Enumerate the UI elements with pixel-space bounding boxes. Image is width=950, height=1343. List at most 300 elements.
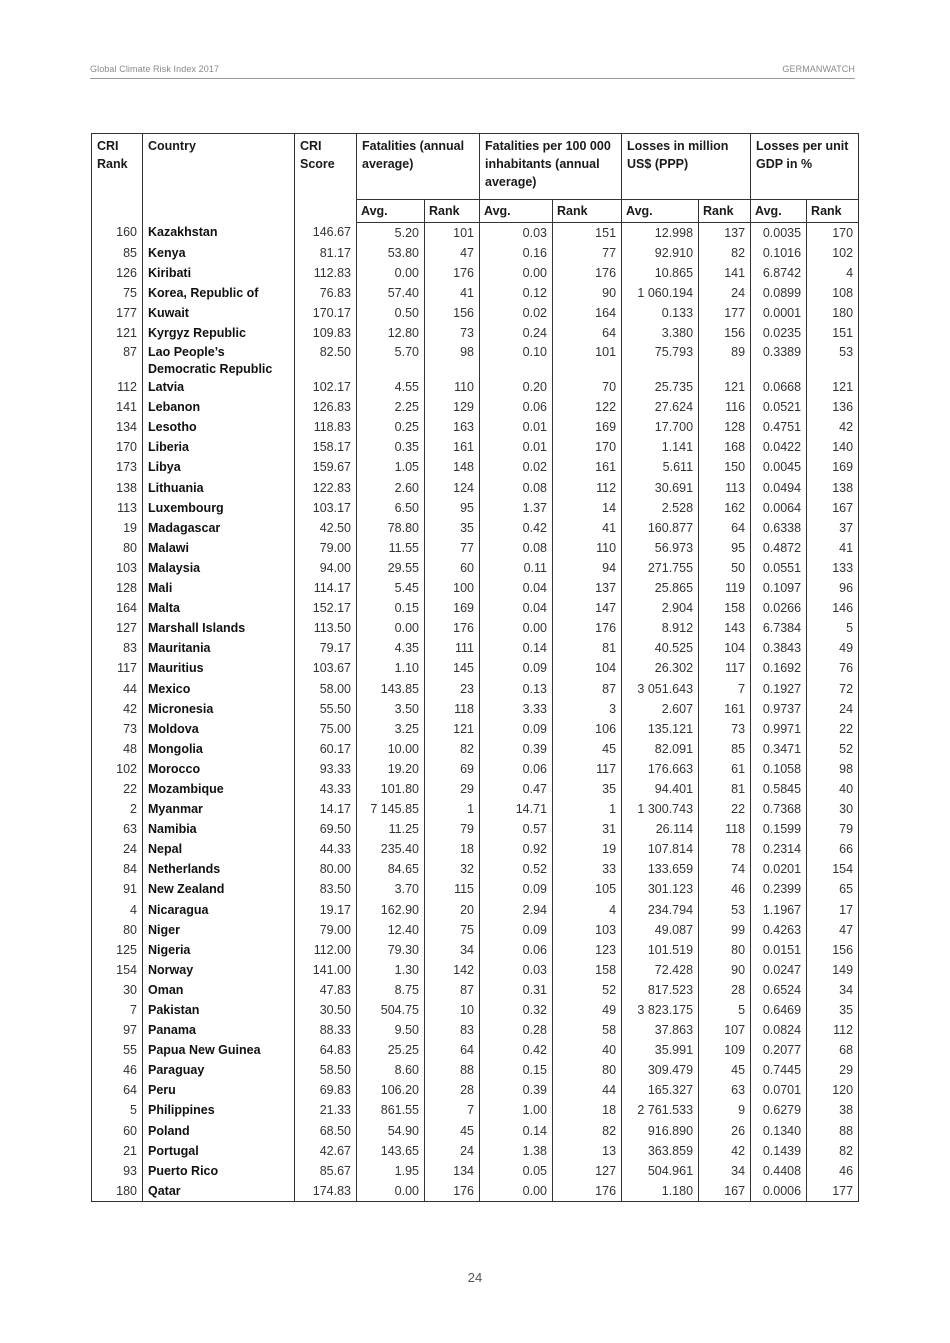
fatalities-rank-cell: 87 <box>425 980 480 1000</box>
cri-rank-cell: 5 <box>92 1101 143 1121</box>
fatalities-per-100000-avg-cell: 0.01 <box>480 438 553 458</box>
fatalities-rank-cell: 1 <box>425 800 480 820</box>
fatalities-rank-cell: 145 <box>425 659 480 679</box>
losses-gdp-avg-cell: 0.0551 <box>751 558 807 578</box>
losses-rank-cell: 5 <box>699 1000 751 1020</box>
cri-rank-cell: 80 <box>92 920 143 940</box>
cri-score-cell: 79.17 <box>295 639 357 659</box>
table-row <box>92 1081 859 1101</box>
fatalities-avg-cell: 143.65 <box>357 1141 425 1161</box>
fatalities-per-100000-rank-cell: 103 <box>553 920 622 940</box>
losses-avg-cell: 1 060.194 <box>622 283 699 303</box>
fatalities-per-100000-avg-cell: 0.03 <box>480 960 553 980</box>
fatalities-avg-cell: 0.00 <box>357 1181 425 1202</box>
losses-rank-cell: 89 <box>699 344 751 378</box>
cri-rank-cell: 60 <box>92 1121 143 1141</box>
losses-rank-cell: 22 <box>699 800 751 820</box>
fatalities-rank-cell: 69 <box>425 759 480 779</box>
losses-gdp-avg-cell: 0.1340 <box>751 1121 807 1141</box>
fatalities-per-100000-avg-cell: 0.09 <box>480 880 553 900</box>
table-row <box>92 243 859 263</box>
cri-rank-cell: 102 <box>92 759 143 779</box>
table-row <box>92 344 859 378</box>
fatalities-per-100000-avg-cell: 0.92 <box>480 840 553 860</box>
cri-score-cell: 94.00 <box>295 558 357 578</box>
fatalities-avg-cell: 8.60 <box>357 1061 425 1081</box>
fatalities-per-100000-rank-cell: 82 <box>553 1121 622 1141</box>
fatalities-per-100000-avg-cell: 0.02 <box>480 458 553 478</box>
cri-score-cell: 80.00 <box>295 860 357 880</box>
losses-gdp-avg-cell: 0.0266 <box>751 599 807 619</box>
country-cell: Marshall Islands <box>143 619 295 639</box>
cri-rank-cell: 21 <box>92 1141 143 1161</box>
cri-rank-cell: 160 <box>92 223 143 244</box>
fatalities-per-100000-rank-cell: 81 <box>553 639 622 659</box>
fatalities-rank-cell: 24 <box>425 1141 480 1161</box>
losses-gdp-avg-cell: 0.6338 <box>751 518 807 538</box>
losses-rank-cell: 107 <box>699 1021 751 1041</box>
fatalities-rank-cell: 129 <box>425 398 480 418</box>
losses-rank-cell: 53 <box>699 900 751 920</box>
country-cell: Papua New Guinea <box>143 1041 295 1061</box>
fatalities-rank-cell: 176 <box>425 619 480 639</box>
fatalities-avg-cell: 1.30 <box>357 960 425 980</box>
losses-avg-cell: 37.863 <box>622 1021 699 1041</box>
cri-rank-cell: 117 <box>92 659 143 679</box>
table-row <box>92 1061 859 1081</box>
fatalities-per-100000-avg-cell: 0.02 <box>480 303 553 323</box>
losses-gdp-rank-cell: 30 <box>807 800 859 820</box>
losses-gdp-rank-cell: 149 <box>807 960 859 980</box>
fatalities-per-100000-rank-cell: 49 <box>553 1000 622 1020</box>
losses-gdp-avg-cell: 0.3471 <box>751 739 807 759</box>
fatalities-avg-cell: 162.90 <box>357 900 425 920</box>
fatalities-rank-cell: 20 <box>425 900 480 920</box>
cri-score-cell: 19.17 <box>295 900 357 920</box>
losses-gdp-avg-cell: 0.5845 <box>751 779 807 799</box>
cri-rank-cell: 113 <box>92 498 143 518</box>
losses-avg-cell: 3.380 <box>622 323 699 343</box>
cri-rank-cell: 164 <box>92 599 143 619</box>
fatalities-rank-cell: 41 <box>425 283 480 303</box>
country-cell: Qatar <box>143 1181 295 1202</box>
fatalities-avg-cell: 29.55 <box>357 558 425 578</box>
country-cell: Namibia <box>143 820 295 840</box>
fatalities-avg-cell: 3.50 <box>357 699 425 719</box>
header-cri-score: CRI Score <box>295 134 357 223</box>
losses-gdp-rank-cell: 136 <box>807 398 859 418</box>
losses-avg-cell: 17.700 <box>622 418 699 438</box>
losses-gdp-avg-cell: 0.1927 <box>751 679 807 699</box>
losses-avg-cell: 135.121 <box>622 719 699 739</box>
fatalities-per-100000-rank-cell: 151 <box>553 223 622 244</box>
country-cell: Luxembourg <box>143 498 295 518</box>
losses-avg-cell: 309.479 <box>622 1061 699 1081</box>
losses-gdp-rank-cell: 96 <box>807 579 859 599</box>
fatalities-per-100000-avg-cell: 0.09 <box>480 719 553 739</box>
cri-rank-cell: 2 <box>92 800 143 820</box>
fatalities-rank-cell: 98 <box>425 344 480 378</box>
cri-rank-cell: 73 <box>92 719 143 739</box>
country-cell: Paraguay <box>143 1061 295 1081</box>
fatalities-avg-cell: 235.40 <box>357 840 425 860</box>
subheader-rank: Rank <box>699 200 751 223</box>
fatalities-per-100000-avg-cell: 0.09 <box>480 659 553 679</box>
losses-rank-cell: 42 <box>699 1141 751 1161</box>
losses-rank-cell: 82 <box>699 243 751 263</box>
losses-rank-cell: 143 <box>699 619 751 639</box>
fatalities-rank-cell: 10 <box>425 1000 480 1020</box>
country-cell: Mongolia <box>143 739 295 759</box>
cri-rank-cell: 112 <box>92 378 143 398</box>
country-cell: Korea, Republic of <box>143 283 295 303</box>
fatalities-per-100000-avg-cell: 0.06 <box>480 940 553 960</box>
cri-rank-cell: 4 <box>92 900 143 920</box>
fatalities-per-100000-avg-cell: 0.13 <box>480 679 553 699</box>
fatalities-per-100000-rank-cell: 33 <box>553 860 622 880</box>
table-row <box>92 800 859 820</box>
cri-score-cell: 47.83 <box>295 980 357 1000</box>
losses-rank-cell: 141 <box>699 263 751 283</box>
fatalities-avg-cell: 0.35 <box>357 438 425 458</box>
fatalities-per-100000-avg-cell: 0.24 <box>480 323 553 343</box>
country-cell: Malawi <box>143 538 295 558</box>
losses-avg-cell: 234.794 <box>622 900 699 920</box>
country-cell: Portugal <box>143 1141 295 1161</box>
losses-gdp-avg-cell: 0.1692 <box>751 659 807 679</box>
table-row <box>92 398 859 418</box>
fatalities-avg-cell: 0.50 <box>357 303 425 323</box>
fatalities-avg-cell: 78.80 <box>357 518 425 538</box>
country-cell: Lithuania <box>143 478 295 498</box>
losses-gdp-avg-cell: 0.7445 <box>751 1061 807 1081</box>
losses-avg-cell: 27.624 <box>622 398 699 418</box>
losses-rank-cell: 78 <box>699 840 751 860</box>
fatalities-avg-cell: 5.20 <box>357 223 425 244</box>
fatalities-per-100000-avg-cell: 0.00 <box>480 619 553 639</box>
losses-avg-cell: 26.114 <box>622 820 699 840</box>
fatalities-avg-cell: 5.70 <box>357 344 425 378</box>
cri-rank-cell: 173 <box>92 458 143 478</box>
losses-avg-cell: 107.814 <box>622 840 699 860</box>
cri-score-cell: 82.50 <box>295 344 357 378</box>
table-row <box>92 1161 859 1181</box>
losses-rank-cell: 168 <box>699 438 751 458</box>
losses-rank-cell: 177 <box>699 303 751 323</box>
table-row <box>92 679 859 699</box>
losses-gdp-avg-cell: 0.6469 <box>751 1000 807 1020</box>
country-cell: Netherlands <box>143 860 295 880</box>
losses-gdp-rank-cell: 22 <box>807 719 859 739</box>
cri-score-cell: 102.17 <box>295 378 357 398</box>
fatalities-per-100000-avg-cell: 0.10 <box>480 344 553 378</box>
cri-rank-cell: 87 <box>92 344 143 378</box>
losses-gdp-avg-cell: 0.0201 <box>751 860 807 880</box>
fatalities-per-100000-rank-cell: 176 <box>553 1181 622 1202</box>
cri-rank-cell: 84 <box>92 860 143 880</box>
cri-score-cell: 55.50 <box>295 699 357 719</box>
losses-gdp-rank-cell: 146 <box>807 599 859 619</box>
table-row <box>92 558 859 578</box>
losses-avg-cell: 2.528 <box>622 498 699 518</box>
losses-avg-cell: 2 761.533 <box>622 1101 699 1121</box>
losses-rank-cell: 116 <box>699 398 751 418</box>
country-cell: Pakistan <box>143 1000 295 1020</box>
fatalities-per-100000-avg-cell: 1.00 <box>480 1101 553 1121</box>
cri-score-cell: 88.33 <box>295 1021 357 1041</box>
table-row <box>92 599 859 619</box>
table-row <box>92 518 859 538</box>
fatalities-per-100000-avg-cell: 0.05 <box>480 1161 553 1181</box>
table-row <box>92 880 859 900</box>
fatalities-per-100000-avg-cell: 0.09 <box>480 920 553 940</box>
cri-score-cell: 44.33 <box>295 840 357 860</box>
losses-rank-cell: 128 <box>699 418 751 438</box>
cri-score-cell: 146.67 <box>295 223 357 244</box>
losses-gdp-rank-cell: 35 <box>807 1000 859 1020</box>
cri-rank-cell: 63 <box>92 820 143 840</box>
table-row <box>92 579 859 599</box>
fatalities-per-100000-rank-cell: 64 <box>553 323 622 343</box>
losses-rank-cell: 109 <box>699 1041 751 1061</box>
fatalities-per-100000-avg-cell: 0.15 <box>480 1061 553 1081</box>
losses-avg-cell: 1.180 <box>622 1181 699 1202</box>
losses-gdp-rank-cell: 4 <box>807 263 859 283</box>
cri-score-cell: 68.50 <box>295 1121 357 1141</box>
fatalities-per-100000-avg-cell: 0.14 <box>480 1121 553 1141</box>
table-row <box>92 263 859 283</box>
fatalities-avg-cell: 101.80 <box>357 779 425 799</box>
cri-score-cell: 69.83 <box>295 1081 357 1101</box>
losses-avg-cell: 82.091 <box>622 739 699 759</box>
fatalities-per-100000-rank-cell: 117 <box>553 759 622 779</box>
cri-score-cell: 103.17 <box>295 498 357 518</box>
fatalities-rank-cell: 176 <box>425 263 480 283</box>
losses-gdp-avg-cell: 0.0521 <box>751 398 807 418</box>
cri-rank-cell: 180 <box>92 1181 143 1202</box>
losses-avg-cell: 72.428 <box>622 960 699 980</box>
cri-score-cell: 103.67 <box>295 659 357 679</box>
losses-avg-cell: 25.865 <box>622 579 699 599</box>
fatalities-rank-cell: 77 <box>425 538 480 558</box>
fatalities-rank-cell: 118 <box>425 699 480 719</box>
losses-gdp-rank-cell: 29 <box>807 1061 859 1081</box>
losses-rank-cell: 167 <box>699 1181 751 1202</box>
table-row <box>92 498 859 518</box>
fatalities-avg-cell: 504.75 <box>357 1000 425 1020</box>
country-cell: Kazakhstan <box>143 223 295 244</box>
country-cell: Mauritania <box>143 639 295 659</box>
fatalities-per-100000-rank-cell: 90 <box>553 283 622 303</box>
table-body <box>92 223 859 1202</box>
table-row <box>92 980 859 1000</box>
country-cell: Moldova <box>143 719 295 739</box>
fatalities-rank-cell: 7 <box>425 1101 480 1121</box>
losses-avg-cell: 75.793 <box>622 344 699 378</box>
table-row <box>92 1101 859 1121</box>
losses-gdp-rank-cell: 42 <box>807 418 859 438</box>
losses-avg-cell: 101.519 <box>622 940 699 960</box>
fatalities-per-100000-rank-cell: 105 <box>553 880 622 900</box>
fatalities-per-100000-avg-cell: 0.39 <box>480 739 553 759</box>
losses-gdp-avg-cell: 0.0824 <box>751 1021 807 1041</box>
cri-score-cell: 60.17 <box>295 739 357 759</box>
fatalities-rank-cell: 82 <box>425 739 480 759</box>
losses-rank-cell: 9 <box>699 1101 751 1121</box>
losses-avg-cell: 92.910 <box>622 243 699 263</box>
fatalities-avg-cell: 54.90 <box>357 1121 425 1141</box>
losses-gdp-avg-cell: 0.1097 <box>751 579 807 599</box>
fatalities-per-100000-avg-cell: 3.33 <box>480 699 553 719</box>
fatalities-rank-cell: 64 <box>425 1041 480 1061</box>
losses-gdp-rank-cell: 17 <box>807 900 859 920</box>
fatalities-rank-cell: 156 <box>425 303 480 323</box>
table-row <box>92 820 859 840</box>
losses-gdp-rank-cell: 140 <box>807 438 859 458</box>
cri-score-cell: 170.17 <box>295 303 357 323</box>
fatalities-rank-cell: 95 <box>425 498 480 518</box>
fatalities-rank-cell: 45 <box>425 1121 480 1141</box>
losses-gdp-rank-cell: 138 <box>807 478 859 498</box>
losses-gdp-rank-cell: 34 <box>807 980 859 1000</box>
cri-rank-cell: 42 <box>92 699 143 719</box>
cri-score-cell: 174.83 <box>295 1181 357 1202</box>
losses-avg-cell: 3 823.175 <box>622 1000 699 1020</box>
losses-gdp-avg-cell: 0.1016 <box>751 243 807 263</box>
losses-avg-cell: 301.123 <box>622 880 699 900</box>
losses-gdp-avg-cell: 0.2399 <box>751 880 807 900</box>
cri-rank-cell: 48 <box>92 739 143 759</box>
fatalities-per-100000-rank-cell: 110 <box>553 538 622 558</box>
table-row <box>92 759 859 779</box>
fatalities-avg-cell: 4.35 <box>357 639 425 659</box>
header-country: Country <box>143 134 295 223</box>
table-row <box>92 378 859 398</box>
table-row <box>92 1141 859 1161</box>
fatalities-per-100000-rank-cell: 104 <box>553 659 622 679</box>
fatalities-avg-cell: 6.50 <box>357 498 425 518</box>
losses-gdp-rank-cell: 167 <box>807 498 859 518</box>
losses-rank-cell: 118 <box>699 820 751 840</box>
losses-rank-cell: 150 <box>699 458 751 478</box>
losses-gdp-rank-cell: 53 <box>807 344 859 378</box>
table-row <box>92 1021 859 1041</box>
fatalities-avg-cell: 9.50 <box>357 1021 425 1041</box>
fatalities-avg-cell: 25.25 <box>357 1041 425 1061</box>
losses-avg-cell: 271.755 <box>622 558 699 578</box>
cri-score-cell: 109.83 <box>295 323 357 343</box>
cri-rank-cell: 46 <box>92 1061 143 1081</box>
header-fatalities: Fatalities (annual average) <box>357 134 480 200</box>
losses-gdp-avg-cell: 1.1967 <box>751 900 807 920</box>
fatalities-per-100000-avg-cell: 0.39 <box>480 1081 553 1101</box>
header-losses-per-gdp: Losses per unit GDP in % <box>751 134 859 200</box>
losses-rank-cell: 80 <box>699 940 751 960</box>
fatalities-per-100000-rank-cell: 164 <box>553 303 622 323</box>
table-row <box>92 960 859 980</box>
losses-gdp-rank-cell: 82 <box>807 1141 859 1161</box>
losses-gdp-rank-cell: 170 <box>807 223 859 244</box>
losses-gdp-avg-cell: 0.0064 <box>751 498 807 518</box>
losses-avg-cell: 2.607 <box>622 699 699 719</box>
losses-gdp-rank-cell: 46 <box>807 1161 859 1181</box>
losses-gdp-avg-cell: 0.0494 <box>751 478 807 498</box>
fatalities-per-100000-avg-cell: 0.08 <box>480 478 553 498</box>
losses-rank-cell: 34 <box>699 1161 751 1181</box>
country-cell: Libya <box>143 458 295 478</box>
fatalities-avg-cell: 0.25 <box>357 418 425 438</box>
cri-rank-cell: 64 <box>92 1081 143 1101</box>
cri-score-cell: 113.50 <box>295 619 357 639</box>
losses-gdp-avg-cell: 0.0045 <box>751 458 807 478</box>
table-row <box>92 478 859 498</box>
table-row <box>92 900 859 920</box>
country-cell: Mauritius <box>143 659 295 679</box>
cri-rank-cell: 126 <box>92 263 143 283</box>
country-cell: Mozambique <box>143 779 295 799</box>
cri-score-cell: 112.83 <box>295 263 357 283</box>
losses-gdp-avg-cell: 0.4872 <box>751 538 807 558</box>
fatalities-rank-cell: 148 <box>425 458 480 478</box>
losses-avg-cell: 2.904 <box>622 599 699 619</box>
fatalities-avg-cell: 3.70 <box>357 880 425 900</box>
table-row <box>92 779 859 799</box>
cri-rank-cell: 83 <box>92 639 143 659</box>
losses-rank-cell: 74 <box>699 860 751 880</box>
fatalities-per-100000-avg-cell: 0.06 <box>480 398 553 418</box>
losses-gdp-avg-cell: 0.4408 <box>751 1161 807 1181</box>
losses-rank-cell: 119 <box>699 579 751 599</box>
table-row <box>92 458 859 478</box>
fatalities-avg-cell: 1.10 <box>357 659 425 679</box>
fatalities-rank-cell: 110 <box>425 378 480 398</box>
country-cell: Kyrgyz Republic <box>143 323 295 343</box>
fatalities-rank-cell: 169 <box>425 599 480 619</box>
cri-score-cell: 30.50 <box>295 1000 357 1020</box>
fatalities-per-100000-avg-cell: 0.01 <box>480 418 553 438</box>
losses-avg-cell: 40.525 <box>622 639 699 659</box>
cri-rank-cell: 7 <box>92 1000 143 1020</box>
losses-avg-cell: 10.865 <box>622 263 699 283</box>
losses-avg-cell: 160.877 <box>622 518 699 538</box>
country-cell: Nepal <box>143 840 295 860</box>
losses-gdp-rank-cell: 49 <box>807 639 859 659</box>
losses-gdp-avg-cell: 6.8742 <box>751 263 807 283</box>
losses-rank-cell: 104 <box>699 639 751 659</box>
fatalities-avg-cell: 1.95 <box>357 1161 425 1181</box>
cri-score-cell: 85.67 <box>295 1161 357 1181</box>
losses-rank-cell: 161 <box>699 699 751 719</box>
fatalities-avg-cell: 1.05 <box>357 458 425 478</box>
header-divider <box>90 78 855 79</box>
cri-score-cell: 81.17 <box>295 243 357 263</box>
country-cell: Kuwait <box>143 303 295 323</box>
country-cell: Kiribati <box>143 263 295 283</box>
fatalities-per-100000-rank-cell: 3 <box>553 699 622 719</box>
fatalities-per-100000-rank-cell: 137 <box>553 579 622 599</box>
losses-gdp-avg-cell: 0.0668 <box>751 378 807 398</box>
losses-gdp-rank-cell: 38 <box>807 1101 859 1121</box>
fatalities-per-100000-rank-cell: 13 <box>553 1141 622 1161</box>
losses-rank-cell: 63 <box>699 1081 751 1101</box>
fatalities-per-100000-avg-cell: 0.57 <box>480 820 553 840</box>
losses-rank-cell: 117 <box>699 659 751 679</box>
page-number: 24 <box>467 1270 483 1285</box>
fatalities-rank-cell: 60 <box>425 558 480 578</box>
cri-score-cell: 75.00 <box>295 719 357 739</box>
table-row <box>92 739 859 759</box>
fatalities-per-100000-rank-cell: 35 <box>553 779 622 799</box>
